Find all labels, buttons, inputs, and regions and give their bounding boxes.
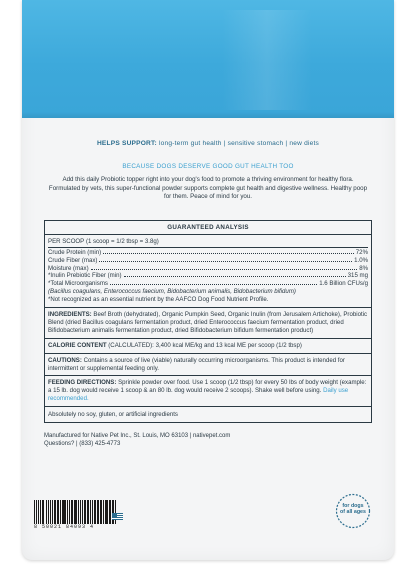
analysis-row xyxy=(48,272,368,280)
barcode-bar xyxy=(57,500,59,524)
barcode-bar xyxy=(75,500,77,524)
leader-dots xyxy=(110,284,317,285)
barcode-bar xyxy=(90,500,91,524)
analysis-value: 72% xyxy=(355,248,368,256)
barcode-bar xyxy=(82,500,83,524)
barcode-bar xyxy=(78,500,79,524)
label-content xyxy=(44,128,372,449)
analysis-row xyxy=(48,265,368,273)
cautions-text: Contains a source of live (viable) naturally occurring microorganisms. This product is intended for intermittent or supplemental feeding only. xyxy=(48,356,345,372)
analysis-value: 1.6 Billion CFUs/g xyxy=(319,280,368,288)
pouch-fold-shadow xyxy=(22,112,394,118)
intro-text: Add this daily Probiotic topper right into your dog's food to promote a thriving environment for healthy flora. Formulated by vets, this super-functional powder supports complete gut health and digestive wellness. Healthy poop for them. Peace of mind for you. xyxy=(48,176,368,201)
questions-line: Questions? | (833) 425-4773 xyxy=(44,440,121,447)
serving-label: PER SCOOP xyxy=(48,237,85,245)
leader-dots xyxy=(103,253,354,254)
ingredients-text: Beef Broth (dehydrated), Organic Pumpkin Seed, Organic Inulin (from Jerusalem Artichoke), Probiotic Blend (dried Bacillus coagulans fermentation product, dried Enterococcus faecium fermentation product, dried Bifidobacterium animalis fermentation product, dried Bifidobacterium bifidum fermentation product) xyxy=(48,311,368,334)
pouch-highlight xyxy=(222,10,312,110)
analysis-value: 315 mg xyxy=(347,272,368,280)
barcode-bar xyxy=(34,500,35,524)
all-ages-badge-text xyxy=(339,503,367,515)
barcode-bar xyxy=(109,500,110,524)
barcode-bar xyxy=(112,500,114,524)
free-of-statement: Absolutely no soy, gluten, or artificial ingredients xyxy=(45,406,371,422)
analysis-row xyxy=(48,257,368,265)
calorie-section xyxy=(45,338,371,353)
guaranteed-analysis-box xyxy=(44,220,372,423)
cautions-heading: CAUTIONS: xyxy=(48,356,82,364)
barcode-bar xyxy=(92,500,93,524)
leader-dots xyxy=(124,276,346,277)
barcode-bar xyxy=(67,500,68,524)
barcode xyxy=(34,500,124,530)
analysis-value: 1.0% xyxy=(354,256,368,264)
leader-dots xyxy=(99,261,352,262)
helps-support-label: HELPS SUPPORT: xyxy=(96,140,157,147)
barcode-bar xyxy=(38,500,39,524)
barcode-bar xyxy=(48,500,50,524)
barcode-bar xyxy=(97,500,98,524)
barcode-bar xyxy=(105,500,107,524)
analysis-label: Crude Fiber (max) xyxy=(48,256,98,264)
helps-support-items: long-term gut health | sensitive stomach | new diets xyxy=(158,140,320,147)
guaranteed-analysis-title: GUARANTEED ANALYSIS xyxy=(45,221,371,235)
barcode-bar xyxy=(63,500,65,524)
barcode-bar xyxy=(110,500,111,524)
feeding-heading: FEEDING DIRECTIONS: xyxy=(48,379,117,387)
barcode-bar xyxy=(62,500,63,524)
barcode-bar xyxy=(54,500,56,524)
microorganism-list: (Bacillus coagulans, Enterococcus faecium, Bidobacterium animalis, Bidobacterium bifidum) xyxy=(48,288,296,296)
barcode-bar xyxy=(84,500,86,524)
calorie-text: (CALCULATED): 3,400 kcal ME/kg and 13 kcal ME per scoop (1/2 tbsp) xyxy=(108,341,302,349)
barcode-bar xyxy=(94,500,96,524)
analysis-label: *Inulin Prebiotic Fiber (min) xyxy=(48,272,122,280)
ingredients-section xyxy=(45,307,371,338)
feeding-text: Sprinkle powder over food. Use 1 scoop (1/2 tbsp) for every 50 lbs of body weight (example: a 15 lb. dog would receive 1 scoop & an 80 lb. dog would receive 2 scoops). Shake well before using. xyxy=(48,379,367,395)
analysis-value: 8% xyxy=(359,264,368,272)
analysis-label: *Total Microorganisms xyxy=(48,280,108,288)
badge-line-2: of all ages xyxy=(340,509,366,515)
barcode-bar xyxy=(69,500,70,524)
daily-use-note: Daily use recommended. xyxy=(48,387,349,403)
barcode-bar xyxy=(100,500,102,524)
manufacturer-info xyxy=(44,433,372,449)
barcode-bar xyxy=(50,500,51,524)
barcode-bar xyxy=(60,500,61,524)
barcode-bar xyxy=(42,500,44,524)
aafco-note: *Not recognized as an essential nutrient by the AAFCO Dog Food Nutrient Profile. xyxy=(48,296,269,304)
pouch-blue-top xyxy=(22,0,394,118)
serving-detail: (1 scoop = 1/2 tbsp = 3.8g) xyxy=(85,237,159,245)
barcode-bar xyxy=(103,500,104,524)
serving-row xyxy=(48,238,368,248)
barcode-bar xyxy=(71,500,73,524)
barcode-bar xyxy=(98,500,99,524)
barcode-bar xyxy=(115,500,116,524)
barcode-bar xyxy=(87,500,89,524)
barcode-bar xyxy=(40,500,41,524)
leader-dots xyxy=(91,269,358,270)
cautions-section xyxy=(45,353,371,376)
analysis-label: Moisture (max) xyxy=(48,264,89,272)
analysis-label: Crude Protein (min) xyxy=(48,248,102,256)
analysis-row xyxy=(48,280,368,288)
barcode-bar xyxy=(74,500,75,524)
analysis-row xyxy=(48,249,368,257)
feeding-section xyxy=(45,375,371,406)
badge-line-1: for dogs xyxy=(342,503,364,509)
barcode-bar xyxy=(80,500,81,524)
us-flag-icon xyxy=(112,513,123,520)
barcode-digits: 8 50021 84093 4 xyxy=(34,524,95,530)
calorie-heading: CALORIE CONTENT xyxy=(48,341,107,349)
barcode-bar xyxy=(46,500,47,524)
guaranteed-analysis-body xyxy=(45,235,371,307)
barcode-bars xyxy=(34,500,124,524)
barcode-bar xyxy=(36,500,38,524)
barcode-bar xyxy=(52,500,53,524)
helps-support xyxy=(44,140,372,147)
manufacturer-line: Manufactured for Native Pet Inc., St. Louis, MO 63103 | nativepet.com xyxy=(44,433,231,440)
tagline: BECAUSE DOGS DESERVE GOOD GUT HEALTH TOO xyxy=(122,163,294,170)
product-pouch xyxy=(22,0,394,560)
ingredients-heading: INGREDIENTS: xyxy=(48,311,92,319)
